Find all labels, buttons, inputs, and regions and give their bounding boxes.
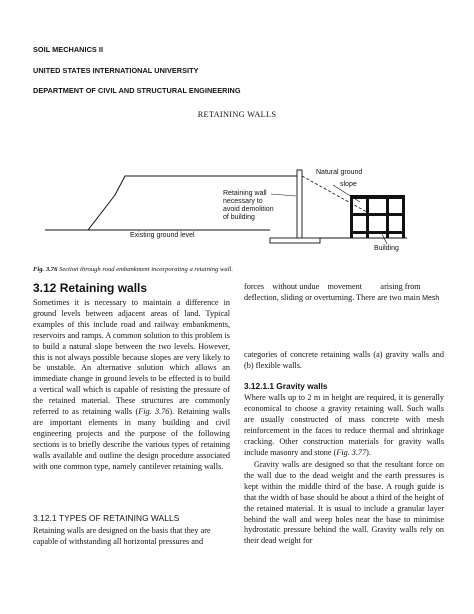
wall-label-line-4: of building (223, 214, 255, 221)
figure-caption-text: Section through road embankment incorporating a retaining wall. (57, 266, 234, 273)
natural-ground-label: Natural ground (316, 169, 363, 176)
types-paragraph: Retaining walls are designed on the basis that they are capable of withstanding all horizontal pressures and (33, 526, 211, 546)
types-heading: 3.12.1 TYPES OF RETAINING WALLS (33, 513, 180, 523)
wall-label-line-3: avoid demolition (223, 206, 274, 213)
wall-leader-line (271, 194, 296, 196)
building-label: Building (374, 245, 399, 252)
fig-3-76-reference: Fig. 3.76 (138, 407, 170, 417)
department-name: DEPARTMENT OF CIVIL AND STRUCTURAL ENGINEERING (33, 86, 241, 95)
existing-ground-label: Existing ground level (130, 232, 195, 239)
retaining-wall-diagram (30, 150, 450, 258)
figure-caption (33, 266, 453, 273)
figure-caption-label: Fig. 3.76 (33, 266, 58, 273)
retaining-wall-stem (297, 170, 302, 242)
gravity-paragraph-1: Where walls up to 2 m in height are required, it is generally economical to choose a gravity retaining wall. Such walls are usually constructed of mass concrete with mesh reinforcement in the faces to reduce thermal and shrinkage cracking. Other construction materials for gravity walls include masonry and stone (Fig. 3.77). (244, 393, 444, 457)
gravity-walls-heading: 3.12.1.1 Gravity walls (244, 381, 328, 391)
fig-3-77-reference: Fig. 3.77 (336, 447, 367, 457)
retaining-wall-base (270, 238, 320, 243)
document-title: RETAINING WALLS (197, 110, 277, 119)
gravity-paragraph-2: Gravity walls are designed so that the resultant force on the wall due to the dead weight and the earth pressures is kept within the middle third of the base. A rough guide is that the width of base should be about a third of the height of the retained material. It is usual to include a granular layer behind the wall and weep holes near the base to minimise hydrostatic pressure behind the wall. Gravity walls rely on their dead weight for (244, 460, 444, 546)
course-title: SOIL MECHANICS II (33, 45, 104, 54)
wall-label-line-1: Retaining wall (223, 190, 267, 197)
mesh-word: Mesh (422, 295, 440, 303)
intro-paragraph: Sometimes it is necessary to maintain a difference in ground levels between adjacent areas of land. Typical examples of this include road and railway embankments, reservoirs and ramps. A common solution to this problem is to build a natural slope between the two levels. However, this is not always possible because slopes are very likely to be unstable. An alternative solution which allows an immediate change in ground levels to be effected is to build a vertical wall which is capable of resisting the pressure of the retained material. These structures are commonly referred to as retaining walls (Fig. 3.76). Retaining walls are important elements in many building and civil engineering projects and the purpose of the following sections is to briefly describe the various types of retaining walls available and outline the design procedure associated with one common type, namely cantilever retaining walls. (33, 298, 231, 471)
university-name: UNITED STATES INTERNATIONAL UNIVERSITY (33, 66, 199, 75)
wall-label-line-2: necessary to (223, 198, 263, 205)
section-heading: 3.12 Retaining walls (33, 281, 148, 295)
slope-label: slope (340, 181, 357, 188)
building-icon (350, 195, 405, 238)
right-paragraph-1: forces without undue movement arising from deflection, sliding or overturning. There are two main Mesh (244, 282, 440, 303)
right-paragraph-2: categories of concrete retaining walls (a) gravity walls and (b) flexible walls. (244, 350, 444, 370)
